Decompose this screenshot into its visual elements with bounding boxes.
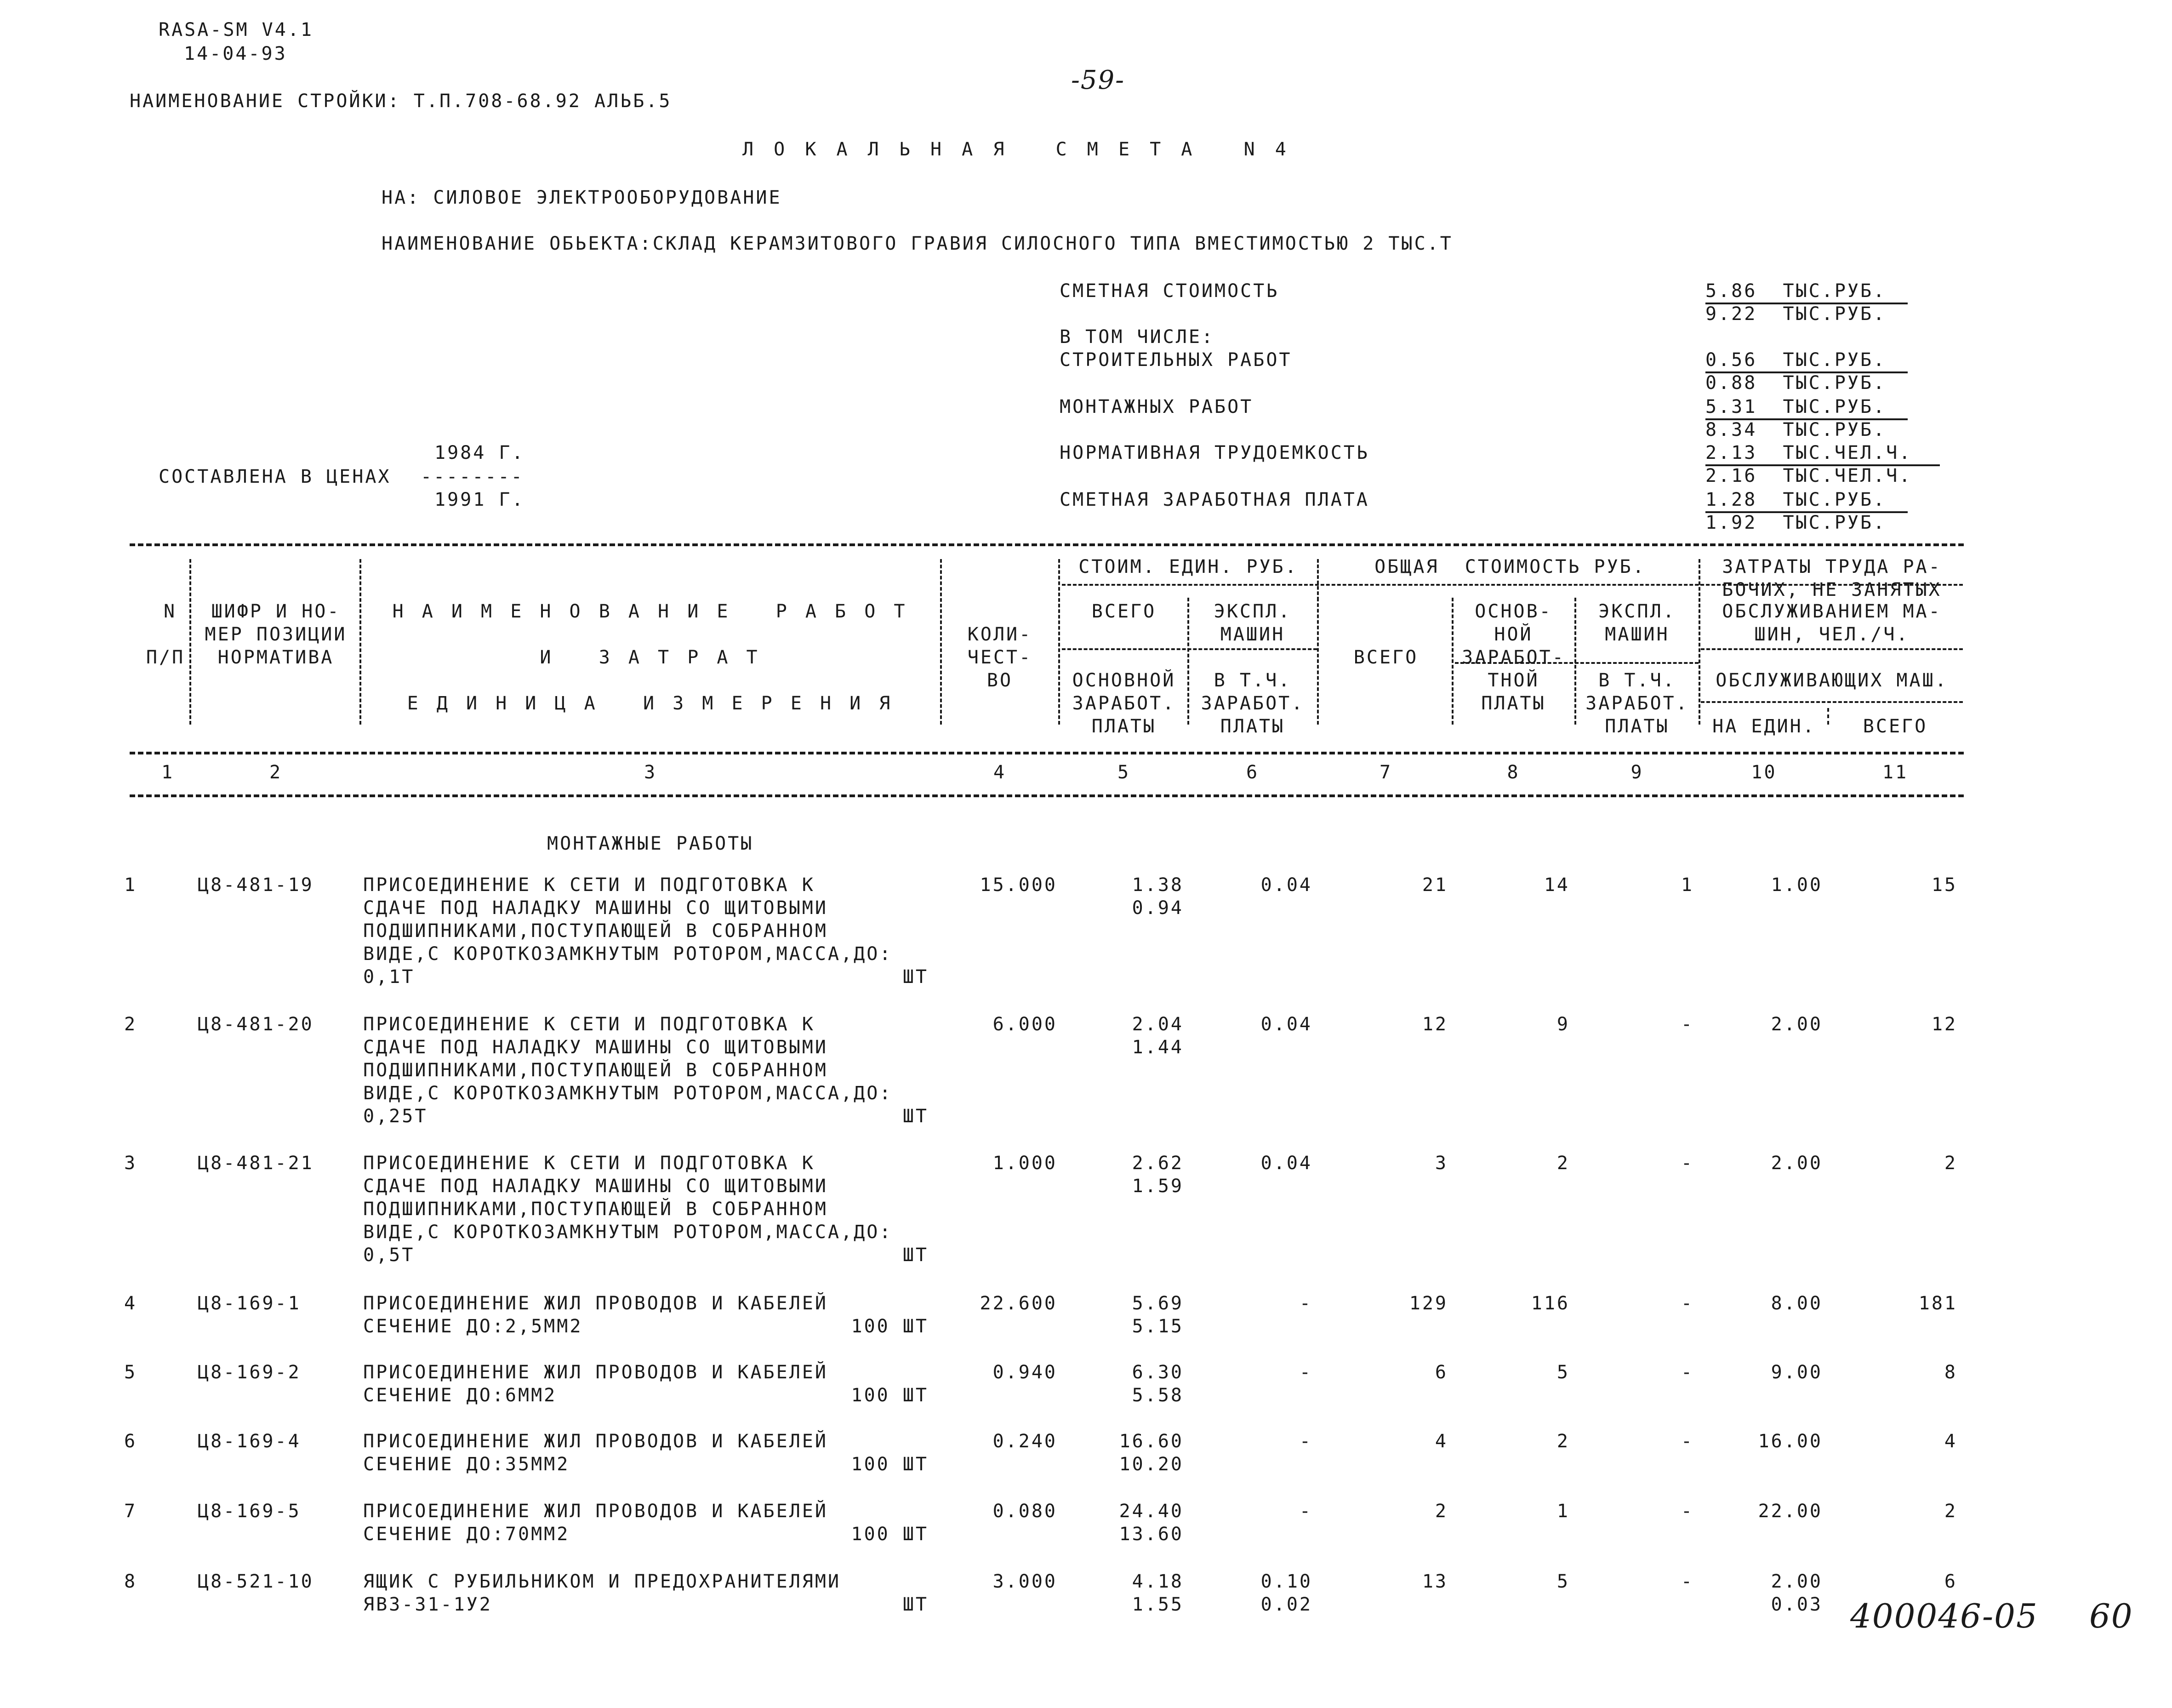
row-unit: 100 ШТ — [851, 1524, 929, 1545]
colnum-8: 8 — [1507, 762, 1520, 783]
row-number: 8 — [124, 1571, 137, 1592]
row-labor-total: 15 — [1931, 874, 1957, 896]
row-unit-cost-total: 2.04 — [1132, 1014, 1184, 1035]
summary-construction-1984: 0.56 ТЫС.РУБ. — [1705, 348, 1908, 373]
row-code: Ц8-521-10 — [198, 1571, 314, 1592]
row-total-wage: 2 — [1556, 1431, 1570, 1452]
row-total-machine: - — [1681, 1501, 1694, 1522]
price-base-label: СОСТАВЛЕНА В ЦЕНАХ — [159, 466, 391, 487]
row-name-line: ВИДЕ,С КОРОТКОЗАМКНУТЫМ РОТОРОМ,МАССА,ДО: — [363, 943, 893, 965]
hdr-code-1: ШИФР И НО- — [211, 601, 341, 622]
hdr-c9-3: В Т.Ч. — [1598, 670, 1676, 691]
row-unit-cost-total: 6.30 — [1132, 1362, 1184, 1383]
row-number: 1 — [124, 874, 137, 896]
hdr-c8-4: ТНОЙ — [1488, 670, 1539, 691]
row-number: 2 — [124, 1014, 137, 1035]
summary-mounting-label: МОНТАЖНЫХ РАБОТ — [1060, 396, 1254, 417]
print-date: 14-04-93 — [184, 43, 287, 64]
colnum-1: 1 — [161, 762, 175, 783]
construction-name: НАИМЕНОВАНИЕ СТРОЙКИ: Т.П.708-68.92 АЛЬБ.5 — [130, 91, 672, 112]
hdr-c9-1: ЭКСПЛ. — [1598, 601, 1676, 622]
summary-labor-1991: 2.16 ТЫС.ЧЕЛ.Ч. — [1705, 465, 1912, 486]
summary-construction-label: СТРОИТЕЛЬНЫХ РАБОТ — [1060, 349, 1292, 371]
row-unit-cost-total: 5.69 — [1132, 1293, 1184, 1314]
summary-cost-label: СМЕТНАЯ СТОИМОСТЬ — [1060, 280, 1279, 302]
row-quantity: 0.940 — [992, 1362, 1057, 1383]
row-code: Ц8-169-4 — [198, 1431, 301, 1452]
row-code: Ц8-481-20 — [198, 1014, 314, 1035]
hdr-c8-3: ЗАРАБОТ- — [1462, 647, 1565, 668]
row-unit: 100 ШТ — [851, 1316, 929, 1337]
row-total-machine: - — [1681, 1571, 1694, 1592]
row-quantity: 15.000 — [980, 874, 1057, 896]
row-quantity: 22.600 — [980, 1293, 1057, 1314]
hdr-labor-2: БОЧИХ, НЕ ЗАНЯТЫХ — [1722, 579, 1942, 600]
row-unit-cost-total: 24.40 — [1119, 1501, 1184, 1522]
row-quantity: 6.000 — [992, 1014, 1057, 1035]
colnum-3: 3 — [644, 762, 657, 783]
row-total-machine: - — [1681, 1153, 1694, 1174]
row-quantity: 0.080 — [992, 1501, 1057, 1522]
summary-mounting-1991: 8.34 ТЫС.РУБ. — [1705, 419, 1887, 440]
hdr-name-1: Н А И М Е Н О В А Н И Е Р А Б О Т — [392, 601, 909, 622]
row-unit-cost-wage: 5.58 — [1132, 1385, 1184, 1406]
row-unit-machine: 0.10 — [1260, 1571, 1312, 1592]
row-name-line: ПРИСОЕДИНЕНИЕ ЖИЛ ПРОВОДОВ И КАБЕЛЕЙ — [363, 1293, 828, 1314]
row-labor-per-unit: 22.00 — [1758, 1501, 1823, 1522]
hdr-c6-2: МАШИН — [1220, 624, 1285, 645]
row-unit-cost-wage: 10.20 — [1119, 1454, 1184, 1475]
row-labor-per-unit: 8.00 — [1771, 1293, 1823, 1314]
table-row — [0, 1570, 2172, 1708]
summary-including-label: В ТОМ ЧИСЛЕ: — [1060, 326, 1214, 348]
row-number: 6 — [124, 1431, 137, 1452]
hdr-c8-5: ПЛАТЫ — [1481, 693, 1546, 714]
row-total: 13 — [1422, 1571, 1448, 1592]
hdr-qty-1: КОЛИ- — [967, 624, 1032, 645]
row-unit-cost-total: 4.18 — [1132, 1571, 1184, 1592]
row-name-line: 0,5Т — [363, 1245, 415, 1266]
page-number-bottom: 60 — [2089, 1597, 2133, 1635]
document-title: Л О К А Л Ь Н А Я С М Е Т А N 4 — [742, 139, 1291, 160]
hdr-labor-4: ШИН, ЧЕЛ./Ч. — [1754, 624, 1910, 645]
row-total: 12 — [1422, 1014, 1448, 1035]
row-labor-serving: 0.03 — [1771, 1594, 1823, 1615]
row-name-line: ПРИСОЕДИНЕНИЕ К СЕТИ И ПОДГОТОВКА К — [363, 1153, 815, 1174]
row-name-line: ПРИСОЕДИНЕНИЕ ЖИЛ ПРОВОДОВ И КАБЕЛЕЙ — [363, 1501, 828, 1522]
hdr-c10: НА ЕДИН. — [1712, 716, 1816, 737]
summary-wage-1984: 1.28 ТЫС.РУБ. — [1705, 488, 1908, 513]
row-code: Ц8-481-19 — [198, 874, 314, 896]
row-unit-machine: - — [1299, 1293, 1312, 1314]
hdr-c8-2: НОЙ — [1494, 624, 1533, 645]
row-code: Ц8-481-21 — [198, 1153, 314, 1174]
hdr-c8-1: ОСНОВ- — [1475, 601, 1552, 622]
row-unit-cost-wage: 1.44 — [1132, 1037, 1184, 1058]
colnum-5: 5 — [1117, 762, 1131, 783]
row-number: 4 — [124, 1293, 137, 1314]
row-name-line: 0,25Т — [363, 1106, 428, 1127]
row-unit-cost-total: 2.62 — [1132, 1153, 1184, 1174]
document-code: 400046-05 — [1850, 1597, 2038, 1635]
row-unit: 100 ШТ — [851, 1385, 929, 1406]
hdr-c6-5: ПЛАТЫ — [1220, 716, 1285, 737]
price-year-1991: 1991 Г. — [434, 489, 525, 510]
hdr-c5-4: ПЛАТЫ — [1091, 716, 1157, 737]
row-name-line: ПРИСОЕДИНЕНИЕ К СЕТИ И ПОДГОТОВКА К — [363, 1014, 815, 1035]
row-name-line: ЯЩИК С РУБИЛЬНИКОМ И ПРЕДОХРАНИТЕЛЯМИ — [363, 1571, 841, 1592]
header-subrule — [1701, 701, 1963, 703]
hdr-c5-1: ВСЕГО — [1091, 601, 1157, 622]
col-sep — [1317, 598, 1319, 725]
table-row — [0, 1013, 2172, 1151]
row-total: 4 — [1435, 1431, 1448, 1452]
row-total: 3 — [1435, 1153, 1448, 1174]
hdr-qty-3: ВО — [986, 670, 1013, 691]
hdr-unit-cost-group: СТОИМ. ЕДИН. РУБ. — [1078, 556, 1298, 577]
row-unit: ШТ — [902, 1594, 929, 1615]
row-labor-total: 6 — [1944, 1571, 1957, 1592]
row-unit-cost-wage: 0.94 — [1132, 897, 1184, 919]
row-number: 7 — [124, 1501, 137, 1522]
summary-mounting-1984: 5.31 ТЫС.РУБ. — [1705, 395, 1908, 420]
header-subrule — [1062, 648, 1317, 650]
row-code: Ц8-169-1 — [198, 1293, 301, 1314]
price-dash: -------- — [421, 466, 524, 487]
row-total-wage: 1 — [1556, 1501, 1570, 1522]
colnum-10: 10 — [1751, 762, 1777, 783]
hdr-c6-1: ЭКСПЛ. — [1214, 601, 1292, 622]
section-title: МОНТАЖНЫЕ РАБОТЫ — [547, 833, 754, 854]
colnum-9: 9 — [1630, 762, 1644, 783]
summary-cost-1984: 5.86 ТЫС.РУБ. — [1705, 280, 1908, 304]
row-name-line: ПОДШИПНИКАМИ,ПОСТУПАЮЩЕЙ В СОБРАННОМ — [363, 1199, 828, 1220]
row-total: 2 — [1435, 1501, 1448, 1522]
row-name-line: 0,1Т — [363, 966, 415, 988]
row-unit-machine: - — [1299, 1431, 1312, 1452]
header-rule-bottom — [130, 794, 1964, 797]
hdr-labor-3: ОБСЛУЖИВАНИЕМ МА- — [1722, 601, 1942, 622]
summary-labor-label: НОРМАТИВНАЯ ТРУДОЕМКОСТЬ — [1060, 442, 1369, 463]
row-name-line: ЯВЗ-31-1У2 — [363, 1594, 492, 1615]
row-quantity: 3.000 — [992, 1571, 1057, 1592]
summary-construction-1991: 0.88 ТЫС.РУБ. — [1705, 372, 1887, 394]
program-name: RASA-SM V4.1 — [159, 19, 314, 40]
row-labor-per-unit: 2.00 — [1771, 1571, 1823, 1592]
header-rule-mid — [130, 752, 1964, 754]
row-name-line: СЕЧЕНИЕ ДО:70ММ2 — [363, 1524, 570, 1545]
row-name-line: СДАЧЕ ПОД НАЛАДКУ МАШИНЫ СО ЩИТОВЫМИ — [363, 897, 828, 919]
row-name-line: СЕЧЕНИЕ ДО:2,5ММ2 — [363, 1316, 583, 1337]
hdr-c7: ВСЕГО — [1353, 647, 1419, 668]
row-labor-per-unit: 1.00 — [1771, 874, 1823, 896]
row-number: 3 — [124, 1153, 137, 1174]
hdr-total-cost-group: ОБЩАЯ СТОИМОСТЬ РУБ. — [1374, 556, 1646, 577]
summary-wage-1991: 1.92 ТЫС.РУБ. — [1705, 512, 1887, 533]
row-name-line: ПОДШИПНИКАМИ,ПОСТУПАЮЩЕЙ В СОБРАННОМ — [363, 920, 828, 942]
row-unit-cost-wage: 13.60 — [1119, 1524, 1184, 1545]
hdr-c5-3: ЗАРАБОТ. — [1072, 693, 1176, 714]
summary-cost-1991: 9.22 ТЫС.РУБ. — [1705, 303, 1887, 325]
row-unit-machine: 0.04 — [1260, 1014, 1312, 1035]
row-labor-total: 2 — [1944, 1501, 1957, 1522]
hdr-c6-4: ЗАРАБОТ. — [1201, 693, 1305, 714]
row-unit: ШТ — [902, 966, 929, 988]
row-unit-machine: 0.04 — [1260, 874, 1312, 896]
table-row — [0, 1152, 2172, 1290]
row-name-line: СЕЧЕНИЕ ДО:35ММ2 — [363, 1454, 570, 1475]
row-name-line: СДАЧЕ ПОД НАЛАДКУ МАШИНЫ СО ЩИТОВЫМИ — [363, 1037, 828, 1058]
row-name-line: ВИДЕ,С КОРОТКОЗАМКНУТЫМ РОТОРОМ,МАССА,ДО: — [363, 1222, 893, 1243]
row-code: Ц8-169-5 — [198, 1501, 301, 1522]
row-total-wage: 9 — [1556, 1014, 1570, 1035]
row-total-machine: - — [1681, 1431, 1694, 1452]
header-rule-top — [130, 543, 1964, 546]
object-name: НАИМЕНОВАНИЕ ОБЬЕКТА:СКЛАД КЕРАМЗИТОВОГО ГРАВИЯ СИЛОСНОГО ТИПА ВМЕСТИМОСТЬЮ 2 ТЫС.Т — [382, 233, 1453, 254]
row-name-line: ПОДШИПНИКАМИ,ПОСТУПАЮЩЕЙ В СОБРАННОМ — [363, 1060, 828, 1081]
row-labor-per-unit: 2.00 — [1771, 1153, 1823, 1174]
row-labor-total: 12 — [1931, 1014, 1957, 1035]
row-name-line: ВИДЕ,С КОРОТКОЗАМКНУТЫМ РОТОРОМ,МАССА,ДО: — [363, 1083, 893, 1104]
row-name-line: СДАЧЕ ПОД НАЛАДКУ МАШИНЫ СО ЩИТОВЫМИ — [363, 1176, 828, 1197]
summary-labor-1984: 2.13 ТЫС.ЧЕЛ.Ч. — [1705, 441, 1940, 466]
row-name-line: ПРИСОЕДИНЕНИЕ ЖИЛ ПРОВОДОВ И КАБЕЛЕЙ — [363, 1431, 828, 1452]
hdr-code-2: МЕР ПОЗИЦИИ — [205, 624, 347, 645]
row-unit: ШТ — [902, 1245, 929, 1266]
hdr-name-2: И З А Т Р А Т — [540, 647, 761, 668]
row-total-machine: - — [1681, 1014, 1694, 1035]
hdr-c5-2: ОСНОВНОЙ — [1072, 670, 1176, 691]
row-unit-machine: - — [1299, 1362, 1312, 1383]
col-sep — [1317, 559, 1319, 600]
header-subrule — [1701, 648, 1963, 650]
col-sep — [940, 559, 942, 725]
row-unit-machine-wage: 0.02 — [1260, 1594, 1312, 1615]
hdr-c11: ВСЕГО — [1863, 716, 1928, 737]
hdr-labor-1: ЗАТРАТЫ ТРУДА РА- — [1722, 556, 1942, 577]
row-quantity: 1.000 — [992, 1153, 1057, 1174]
row-labor-total: 8 — [1944, 1362, 1957, 1383]
row-quantity: 0.240 — [992, 1431, 1057, 1452]
table-row — [0, 874, 2172, 1011]
colnum-11: 11 — [1882, 762, 1909, 783]
colnum-6: 6 — [1246, 762, 1260, 783]
row-unit: ШТ — [902, 1106, 929, 1127]
row-total-wage: 5 — [1556, 1362, 1570, 1383]
hdr-serving: ОБСЛУЖИВАЮЩИХ МАШ. — [1716, 670, 1948, 691]
row-name-line: СЕЧЕНИЕ ДО:6ММ2 — [363, 1385, 557, 1406]
row-total-machine: 1 — [1681, 874, 1694, 896]
row-labor-total: 4 — [1944, 1431, 1957, 1452]
row-name-line: ПРИСОЕДИНЕНИЕ К СЕТИ И ПОДГОТОВКА К — [363, 874, 815, 896]
estimate-for: НА: СИЛОВОЕ ЭЛЕКТРООБОРУДОВАНИЕ — [382, 187, 782, 208]
colnum-2: 2 — [269, 762, 283, 783]
colnum-4: 4 — [993, 762, 1007, 783]
hdr-c9-2: МАШИН — [1605, 624, 1670, 645]
summary-wage-label: СМЕТНАЯ ЗАРАБОТНАЯ ПЛАТА — [1060, 489, 1369, 510]
row-unit-cost-wage: 1.59 — [1132, 1176, 1184, 1197]
row-total-wage: 116 — [1531, 1293, 1570, 1314]
row-total: 6 — [1435, 1362, 1448, 1383]
row-unit-machine: - — [1299, 1501, 1312, 1522]
row-number: 5 — [124, 1362, 137, 1383]
row-unit-cost-total: 16.60 — [1119, 1431, 1184, 1452]
hdr-qty-2: ЧЕСТ- — [967, 647, 1032, 668]
row-labor-total: 181 — [1918, 1293, 1957, 1314]
hdr-code-3: НОРМАТИВА — [217, 647, 334, 668]
hdr-c9-4: ЗАРАБОТ. — [1585, 693, 1689, 714]
page-number-top: -59- — [1071, 65, 1125, 95]
row-total-machine: - — [1681, 1293, 1694, 1314]
hdr-c9-5: ПЛАТЫ — [1605, 716, 1670, 737]
row-code: Ц8-169-2 — [198, 1362, 301, 1383]
row-unit-cost-wage: 5.15 — [1132, 1316, 1184, 1337]
row-name-line: ПРИСОЕДИНЕНИЕ ЖИЛ ПРОВОДОВ И КАБЕЛЕЙ — [363, 1362, 828, 1383]
row-total-wage: 14 — [1544, 874, 1570, 896]
row-unit: 100 ШТ — [851, 1454, 929, 1475]
price-year-1984: 1984 Г. — [434, 442, 525, 463]
colnum-7: 7 — [1379, 762, 1393, 783]
row-labor-per-unit: 9.00 — [1771, 1362, 1823, 1383]
hdr-n: N — [163, 601, 177, 622]
row-unit-cost-wage: 1.55 — [1132, 1594, 1184, 1615]
row-total-machine: - — [1681, 1362, 1694, 1383]
hdr-c6-3: В Т.Ч. — [1214, 670, 1292, 691]
row-labor-per-unit: 16.00 — [1758, 1431, 1823, 1452]
row-total: 21 — [1422, 874, 1448, 896]
row-total-wage: 2 — [1556, 1153, 1570, 1174]
row-labor-total: 2 — [1944, 1153, 1957, 1174]
row-unit-cost-total: 1.38 — [1132, 874, 1184, 896]
hdr-name-3: Е Д И Н И Ц А И З М Е Р Е Н И Я — [407, 693, 894, 714]
row-labor-per-unit: 2.00 — [1771, 1014, 1823, 1035]
row-unit-machine: 0.04 — [1260, 1153, 1312, 1174]
hdr-n-pp: П/П — [146, 647, 185, 668]
row-total: 129 — [1409, 1293, 1448, 1314]
row-total-wage: 5 — [1556, 1571, 1570, 1592]
